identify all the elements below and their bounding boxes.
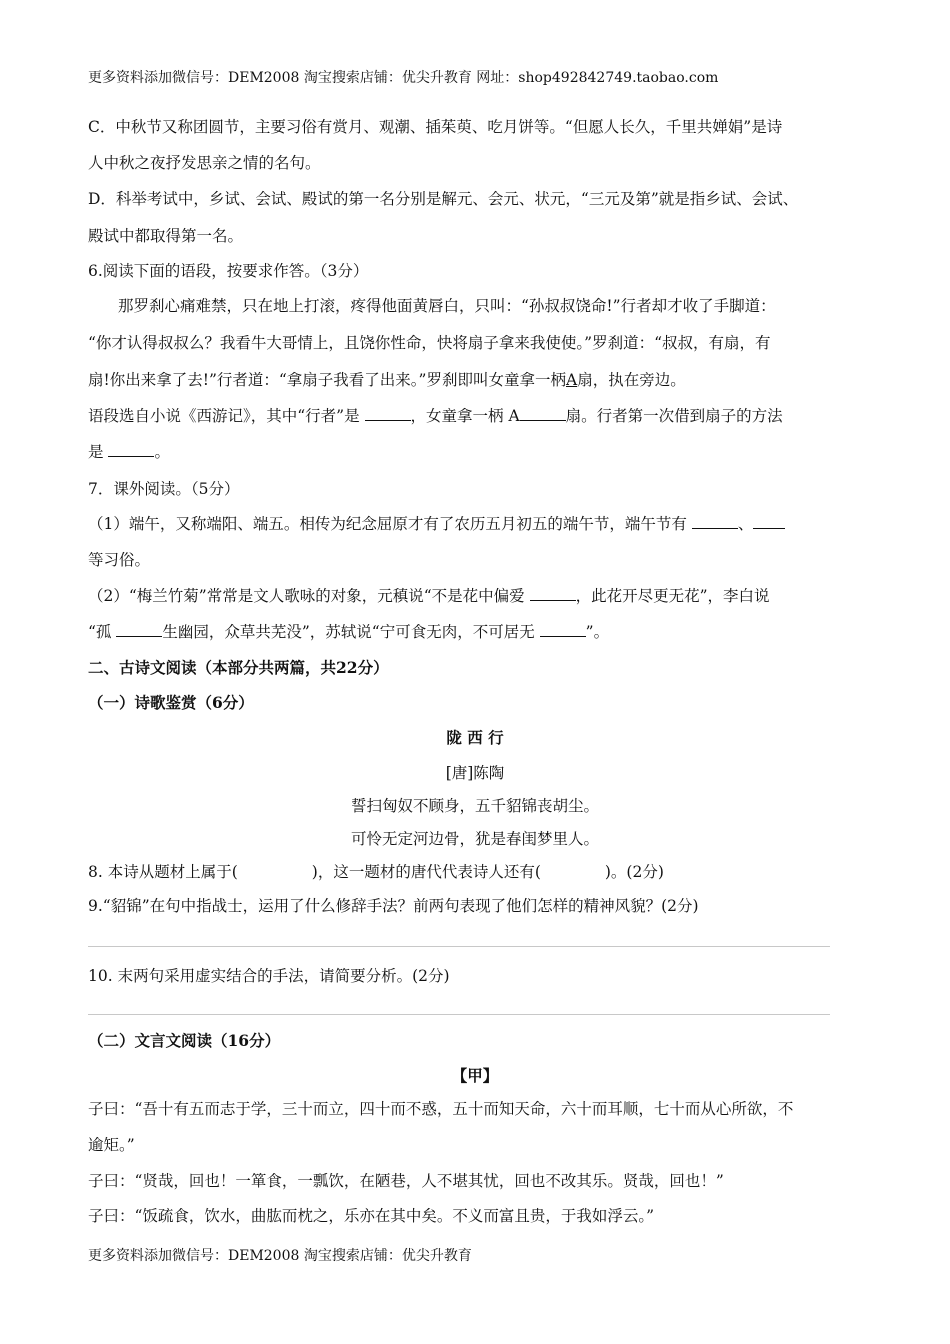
option-c-line1: C．中秋节又称团圆节，主要习俗有赏月、观潮、插茱萸、吃月饼等。“但愿人长久，千里共婵娟”是诗 [88, 118, 783, 136]
poem-line1: 誓扫匈奴不顾身，五千貂锦丧胡尘。 [350, 797, 599, 815]
answer-blank[interactable] [540, 622, 586, 637]
question-7-title: 7．课外阅读。（5分） [88, 480, 240, 498]
answer-blank[interactable] [365, 406, 411, 421]
classical-text-line1: 子曰：“吾十有五而志于学，三十而立，四十而不惑，五十而知天命，六十而耳顺，七十而从心所欲，不 [88, 1100, 794, 1118]
blank-marker-a: A [565, 371, 578, 389]
question-6-title: 6.阅读下面的语段，按要求作答。（3分） [88, 262, 369, 280]
answer-blank[interactable] [116, 622, 162, 637]
classical-text-line3: 子曰：“贤哉，回也！一箪食，一瓢饮，在陋巷，人不堪其忧，回也不改其乐。贤哉，回也！” [88, 1172, 724, 1190]
question-10: 10. 末两句采用虚实结合的手法，请简要分析。(2分) [88, 967, 450, 985]
poem-line2: 可怜无定河边骨，犹是春闺梦里人。 [350, 830, 599, 848]
answer-line[interactable] [88, 946, 830, 947]
text-jia-heading: 【甲】 [451, 1066, 499, 1085]
option-c-line2: 人中秋之夜抒发思亲之情的名句。 [88, 154, 321, 172]
q6-passage-line1: 那罗刹心痛难禁，只在地上打滚，疼得他面黄唇白，只叫：“孙叔叔饶命!”行者却才收了手脚道： [118, 297, 776, 315]
q6-passage-line3: 扇!你出来拿了去!”行者道：“拿扇子我看了出来。”罗刹即叫女童拿一柄A扇，执在旁边。 [88, 371, 686, 389]
q7-item2-line2: “孤 生幽园，众草共芜没”，苏轼说“宁可食无肉，不可居无 ”。 [88, 623, 610, 641]
q7-item1-line2: 等习俗。 [88, 551, 151, 569]
q7-item2-line1: （2）“梅兰竹菊”常常是文人歌咏的对象，元稹说“不是花中偏爱 ，此花开尽更无花”，李白说 [88, 587, 770, 605]
answer-blank[interactable] [520, 406, 566, 421]
answer-line[interactable] [88, 1014, 830, 1015]
poem-title: 陇 西 行 [446, 728, 504, 747]
section-2-title: 二、古诗文阅读（本部分共两篇，共22分） [88, 658, 389, 677]
question-8: 8. 本诗从题材上属于( )，这一题材的唐代代表诗人还有( )。(2分) [88, 863, 664, 881]
answer-blank[interactable] [530, 586, 576, 601]
q6-ask-line1: 语段选自小说《西游记》，其中“行者”是 ，女童拿一柄 A 扇。行者第一次借到扇子的方法 [88, 407, 783, 425]
option-d-line2: 殿试中都取得第一名。 [88, 227, 244, 245]
option-d-line1: D．科举考试中，乡试、会试、殿试的第一名分别是解元、会元、状元，“三元及第”就是指乡试、会试、 [88, 190, 799, 208]
answer-blank[interactable] [108, 442, 154, 457]
part-1-title: （一）诗歌鉴赏（6分） [88, 693, 254, 712]
page-footer: 更多资料添加微信号：DEM2008 淘宝搜索店铺：优尖升教育 [88, 1248, 472, 1264]
q7-item1-line1: （1）端午，又称端阳、端五。相传为纪念屈原才有了农历五月初五的端午节，端午节有 、 [88, 514, 785, 534]
page-header: 更多资料添加微信号：DEM2008 淘宝搜索店铺：优尖升教育 网址：shop492842749.taobao.com [88, 70, 719, 86]
answer-blank[interactable] [692, 514, 738, 529]
classical-text-line2: 逾矩。” [88, 1136, 135, 1154]
classical-text-line4: 子曰：“饭疏食，饮水，曲肱而枕之，乐亦在其中矣。不义而富且贵，于我如浮云。” [88, 1207, 655, 1225]
part-2-title: （二）文言文阅读（16分） [88, 1031, 281, 1050]
q6-passage-line2: “你才认得叔叔么？我看牛大哥情上，且饶你性命，快将扇子拿来我使使。”罗刹道：“叔叔，有扇，有 [88, 334, 771, 352]
q6-ask-line2: 是 。 [88, 443, 170, 461]
question-9: 9.“貂锦”在句中指战士，运用了什么修辞手法？前两句表现了他们怎样的精神风貌？(2分) [88, 897, 699, 915]
answer-blank[interactable] [753, 514, 785, 529]
poem-author: [唐]陈陶 [445, 764, 505, 782]
